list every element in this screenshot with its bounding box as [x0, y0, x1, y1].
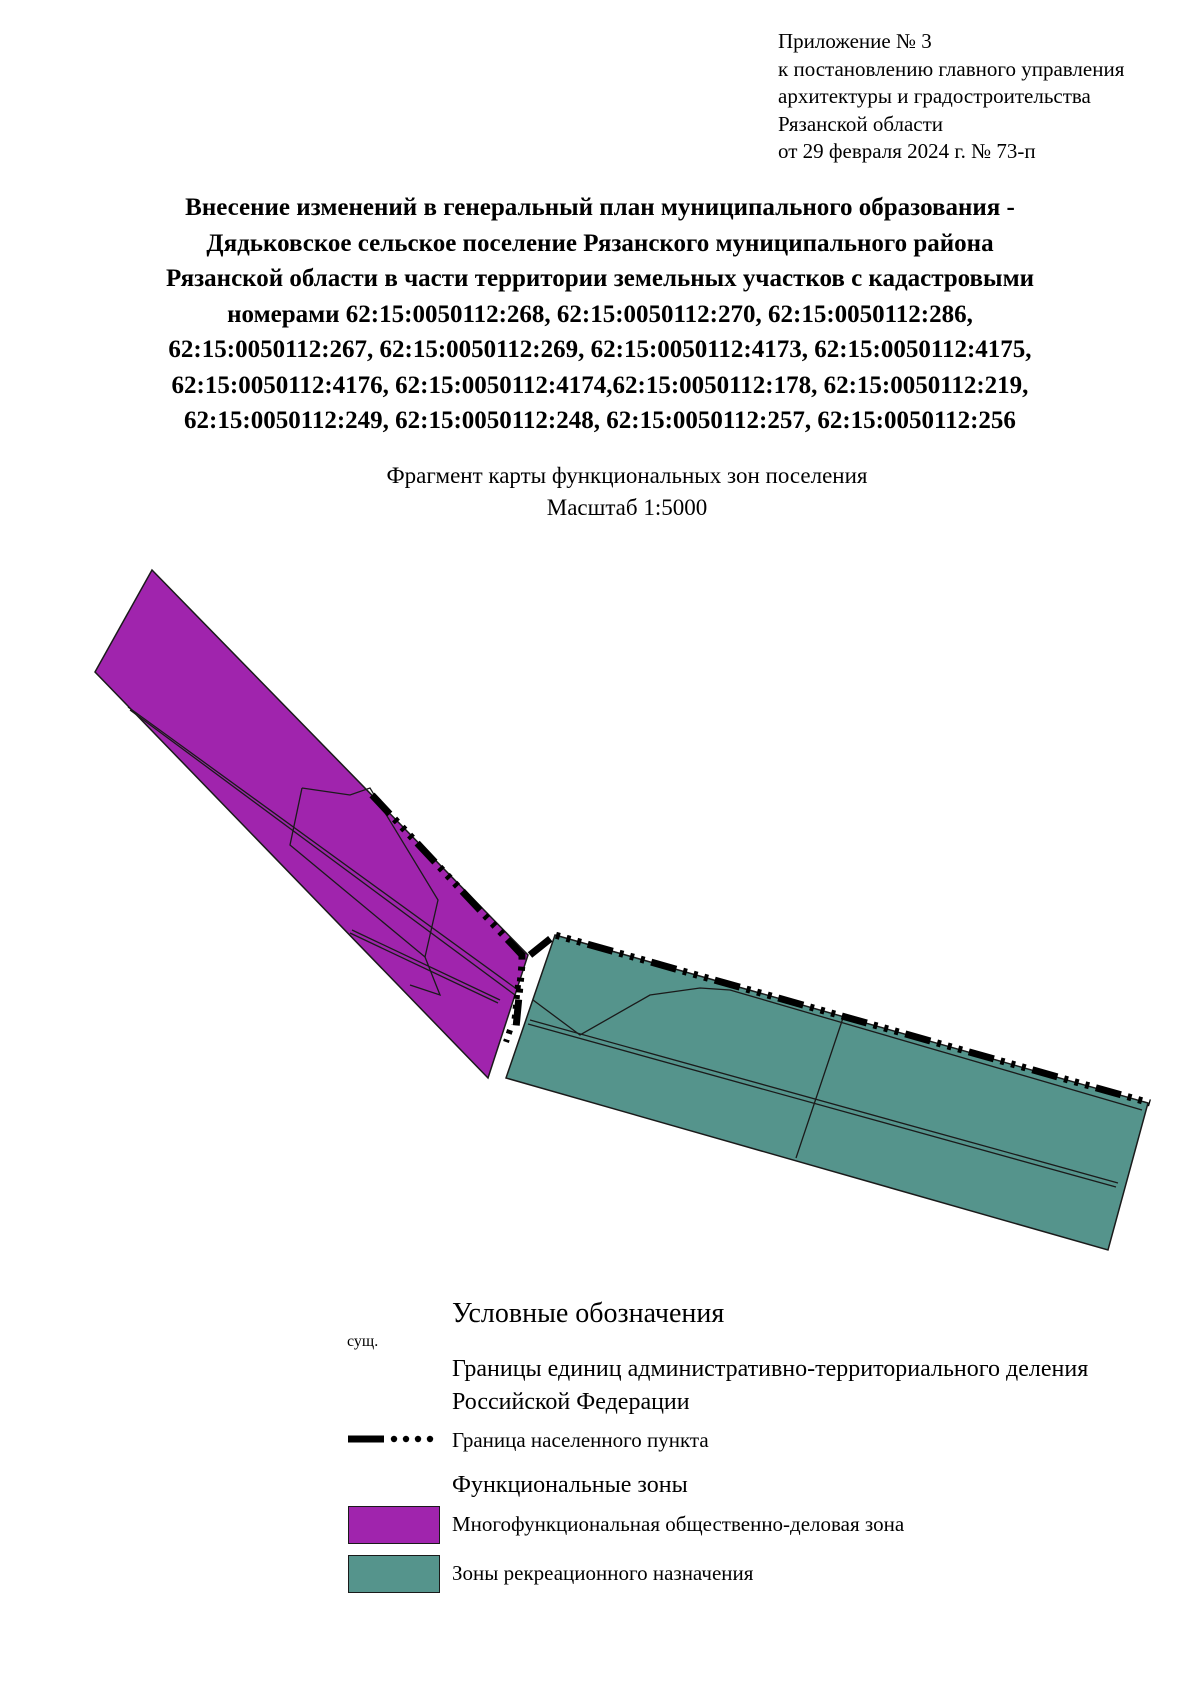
existing-abbreviation: сущ.	[347, 1333, 379, 1350]
title-line: 62:15:0050112:267, 62:15:0050112:269, 62:15:0050112:4173, 62:15:0050112:4175,	[168, 336, 1032, 363]
settlement-boundary-legend-symbol	[348, 1432, 444, 1446]
appendix-line: от 29 февраля 2024 г. № 73-п	[778, 139, 1036, 163]
multifunctional-zone-label: Многофункциональная общественно-деловая зона	[452, 1512, 905, 1536]
map-fragment-caption: Фрагмент карты функциональных зон поселения	[386, 463, 868, 488]
recreation-zone-area	[506, 935, 1148, 1250]
title-line: Дядьковское сельское поселение Рязанского муниципального района	[206, 229, 994, 257]
title-line: 62:15:0050112:249, 62:15:0050112:248, 62:15:0050112:257, 62:15:0050112:256	[184, 407, 1016, 434]
appendix-line: архитектуры и градостроительства	[778, 84, 1091, 108]
functional-zones-title: Функциональные зоны	[452, 1472, 688, 1498]
multifunctional-zone-area	[95, 570, 528, 1078]
multifunctional-zone-swatch	[348, 1506, 440, 1544]
map-subtitle	[0, 460, 1200, 524]
recreation-zone-swatch	[348, 1555, 440, 1593]
title-line: Рязанской области в части территории земельных участков с кадастровыми	[165, 265, 1035, 292]
document-title	[60, 190, 1140, 439]
title-line: Внесение изменений в генеральный план муниципального образования -	[185, 194, 1015, 221]
settlement-boundary-label: Граница населенного пункта	[452, 1428, 709, 1452]
functional-zones-map	[0, 540, 1200, 1260]
appendix-line: к постановлению главного управления	[778, 56, 1125, 81]
title-line: номерами 62:15:0050112:268, 62:15:0050112:270, 62:15:0050112:286,	[227, 300, 973, 328]
appendix-line: Приложение № 3	[778, 29, 932, 53]
appendix-block	[778, 28, 1188, 166]
admin-boundaries-label: Границы единиц административно-территориального деления Российской Федерации	[452, 1356, 1089, 1415]
recreation-zone-label: Зоны рекреационного назначения	[452, 1561, 754, 1585]
title-line: 62:15:0050112:4176, 62:15:0050112:4174,62:15:0050112:178, 62:15:0050112:219,	[171, 371, 1029, 399]
appendix-line: Рязанской области	[778, 111, 944, 136]
legend-title: Условные обозначения	[452, 1298, 725, 1329]
map-scale: Масштаб 1:5000	[546, 495, 708, 520]
